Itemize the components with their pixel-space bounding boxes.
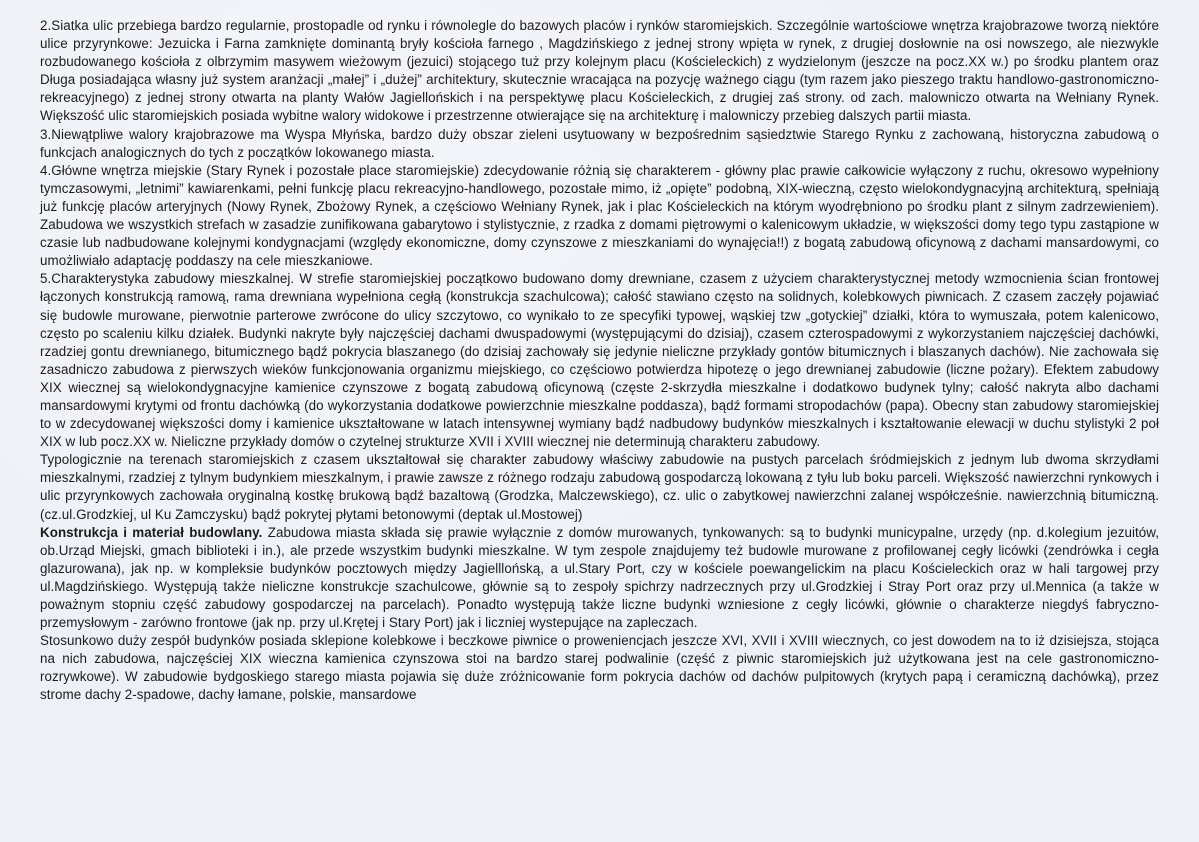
paragraph-text: 4.Główne wnętrza miejskie (Stary Rynek i pozostałe place staromiejskie) zdecydowanie różnią się charakterem - główny plac prawie całkowicie wyłączony z ruchu, okresowo wypełniony tymczasowymi, „letnimi” kawiarenkami, pełni funkcję placu rekreacyjno-handlowego, pozostałe mimo, iż „opięte” podobną, XIX-wieczną, często wielokondygnacyjną architekturą, spełniają już funkcję placów arteryjnych (Nowy Rynek, Zbożowy Rynek, a częściowo Wełniany Rynek, jak i plac Kościeleckich na którym wyodrębniono po środku plant z silnym zadrzewieniem). Zabudowa we wszystkich strefach w zasadzie zunifikowana gabarytowo i stylistycznie, z rzadka z domami piętrowymi o kalenicowym układzie, w większości domy tego typu zastąpione w czasie lub nadbudowane kolejnymi kondygnacjami (względy ekonomiczne, domy czynszowe z mieszkaniami do wynajęcia!!) z bogatą zabudową oficynową z dachami mansardowymi, co umożliwiało adaptację poddaszy na cele mieszkaniowe.: [40, 162, 1159, 269]
paragraph-typology: [40, 451, 1159, 523]
paragraph-street-grid: [40, 17, 1159, 126]
document-body: [40, 17, 1159, 705]
paragraph-lead-heading: Konstrukcja i materiał budowlany.: [40, 524, 263, 540]
paragraph-construction-material: [40, 524, 1159, 633]
paragraph-text: 3.Niewątpliwe walory krajobrazowe ma Wyspa Młyńska, bardzo duży obszar zieleni usytuowany w bezpośrednim sąsiedztwie Starego Rynku z zachowaną, historyczna zabudową o funkcjach analogicznych do tych z początków lokowanego miasta.: [40, 126, 1159, 160]
paragraph-text: 5.Charakterystyka zabudowy mieszkalnej. W strefie staromiejskiej początkowo budowano domy drewniane, czasem z użyciem charakterystycznej metody wzmocnienia ścian frontowej łączonych konstrukcją ramową, rama drewniana wypełniona cegłą (konstrukcja szachulcowa); całość stawiano często na solidnych, kolebkowych piwnicach. Z czasem zaczęły pojawiać się budowle murowane, pierwotnie parterowe zwrócone do ulicy szczytowo, co wynikało to ze specyfiki typowej, wąskiej tzw „gotyckiej” działki, która to wymuszała, potem kalenicowo, często po scaleniu kilku działek. Budynki nakryte były najczęściej dachami dwuspadowymi (występującymi do dzisiaj), czasem czterospadowymi z wykorzystaniem najczęściej dachówki, rzadziej gontu drewnianego, bitumicznego bądź pokrycia blaszanego (do dzisiaj zachowały się jedynie nieliczne przykłady gontów bitumicznych i blaszanych dachów). Nie zachowała się zasadniczo zabudowa z pierwszych wieków funkcjonowania organizmu miejskiego, co częściowo potwierdza hipotezę o jego drewnianej zabudowie (liczne pożary). Efektem zabudowy XIX wiecznej są wielokondygnacyjne kamienice czynszowe z bogatą zabudową oficynową (częste 2-skrzydła mieszkalne i dodatkowo budynek tylny; całość nakryta albo dachami mansardowymi krytymi od frontu dachówką (do wykorzystania dodatkowe powierzchnie mieszkalne poddasza), bądź formami stropodachów (papa). Obecny stan zabudowy staromiejskiej to w zdecydowanej większości domy i kamienice ukształtowane w latach intensywnej wymiany bądź nadbudowy budynków mieszkalnych i kształtowanie elewacji w duchu stylistyki 2 poł XIX w lub pocz.XX w. Nieliczne przykłady domów o czytelnej strukturze XVII i XVIII wiecznej nie determinują charakteru zabudowy.: [40, 271, 1159, 450]
paragraph-residential-buildings: [40, 270, 1159, 451]
paragraph-mill-island: [40, 126, 1159, 162]
paragraph-text: Zabudowa miasta składa się prawie wyłącznie z domów murowanych, tynkowanych: są to budynki municypalne, urzędy (np. d.kolegium jezuitów, ob.Urząd Miejski, gmach biblioteki i in.), ale przede wszystkim budynki mieszkalne. W tym zespole znajdujemy też budowle murowane z profilowanej cegły licówki (zendrówka i cegła glazurowana), jak np. w kompleksie budynków pocztowych między Jagielllońską, a ul.Stary Port, czy w kościele poewangelickim na placu Kościeleckich oraz w hali targowej przy ul.Magdzińskiego. Występują także nieliczne konstrukcje szachulcowe, głównie są to zespoły spichrzy nadrzecznych przy ul.Grodzkiej i Stray Port oraz przy ul.Mennica (a także w poważnym stopniu część zabudowy gospodarczej na parcelach). Ponadto występują także liczne budynki wzniesione z cegły licówki, głównie o charakterze niegdyś fabryczno-przemysłowym - zarówno frontowe (jak np. przy ul.Krętej i Stary Port) jak i liczniej wystepujące na zapleczach.: [40, 524, 1159, 631]
paragraph-text: Stosunkowo duży zespół budynków posiada sklepione kolebkowe i beczkowe piwnice o proweniencjach jeszcze XVI, XVII i XVIII wiecznych, co jest dowodem na to iż dzisiejsza, stojąca na nich zabudowa, najczęściej XIX wieczna kamienica czynszowa stoi na bardzo starej podwalinie (część z piwnic staromiejskich już użytkowana jest na cele gastronomiczno-rozrywkowe). W zabudowie bydgoskiego starego miasta pojawia się duże zróżnicowanie form pokrycia dachów od dachów pulpitowych (krytych papą i ceramiczną dachówką), przez strome dachy 2-spadowe, dachy łamane, polskie, mansardowe: [40, 633, 1159, 703]
paragraph-main-squares: [40, 162, 1159, 271]
paragraph-text: 2.Siatka ulic przebiega bardzo regularnie, prostopadle od rynku i równolegle do bazowych placów i rynków staromiejskich. Szczególnie wartościowe wnętrza krajobrazowe tworzą niektóre ulice przyrynkowe: Jezuicka i Farna zamknięte dominantą bryły kościoła farnego , Magdzińskiego z jednej strony wpięta w rynek, z drugiej dosłownie na osi nowszego, ale niezwykle rozbudowanego kościoła z olbrzymim masywem wieżowym (jezuici) stojącego tuż przy kolejnym placu (Kościeleckich) z wydzielonym (jeszcze na pocz.XX w.) po środku plantem oraz Długa posiadająca własny już system aranżacji „małej” i „dużej” architektury, skutecznie wracająca na pozycję ważnego ciągu (tym razem jako pieszego traktu handlowo-gastronomiczno-rekreacyjnego) z jednej strony otwarta na planty Wałów Jagiellońskich i na perspektywę placu Kościeleckich, z drugiej zaś strony. od zach. malowniczo otwarta na Wełniany Rynek. Większość ulic staromiejskich posiada wybitne walory widokowe i przestrzenne otwierające się na architekturę i malowniczy przebieg dalszych partii miasta.: [40, 18, 1159, 124]
paragraph-cellars-roofs: [40, 632, 1159, 704]
paragraph-text: Typologicznie na terenach staromiejskich z czasem ukształtował się charakter zabudowy właściwy zabudowie na pustych parcelach śródmiejskich z jednym lub dwoma skrzydłami mieszkalnymi, rzadziej z tylnym budynkiem mieszkalnym, i prawie zawsze z różnego rodzaju zabudową gospodarczą lokowaną z tyłu lub boku parceli. Większość nawierzchni rynkowych i ulic przyrynkowych zachowała oryginalną kostkę brukową bądź bazaltową (Grodzka, Malczewskiego), cz. ulic o zabytkowej nawierzchni zalanej współcześnie. nawierzchnią bitumiczną. (cz.ul.Grodzkiej, ul Ku Zamczysku) bądź pokrytej płytami betonowymi (deptak ul.Mostowej): [40, 452, 1159, 522]
